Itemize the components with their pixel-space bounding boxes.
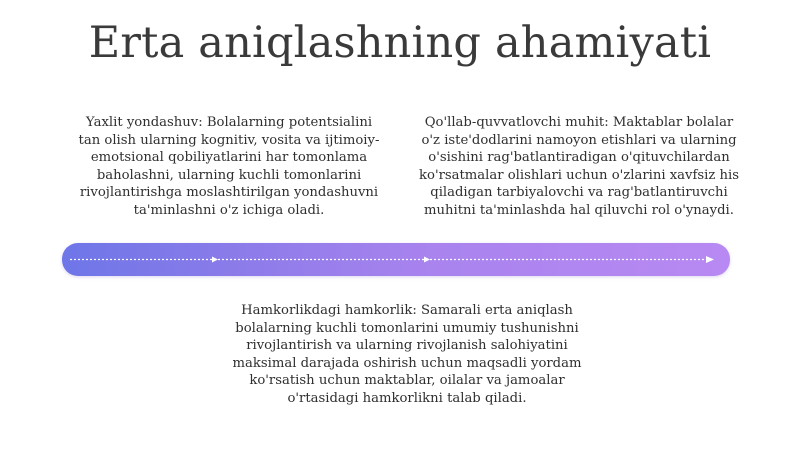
- arrow-head-2: [424, 257, 430, 263]
- text-block-collaboration: Hamkorlikdagi hamkorlik: Samarali erta aniqlash bolalarning kuchli tomonlarini umumiy tushunishni rivojlantirish va ularning rivojlanish salohiyatini maksimal darajada oshirish uchun maqsadli yordam ko'rsatish uchun maktablar, oilalar va jamoalar o'rtasidagi hamkorlikni talab qiladi.: [232, 303, 582, 406]
- arrow-head-3: [706, 256, 714, 263]
- timeline-arrows: [62, 243, 730, 276]
- arrow-head-1: [212, 257, 218, 263]
- text-block-holistic-approach: Yaxlit yondashuv: Bolalarning potentsialini tan olish ularning kognitiv, vosita va ijtimoiy-emotsional qobiliyatlarini har tomonlama baholashni, ularning kuchli tomonlarini rivojlantirishga moslashtirilgan yondashuvni ta'minlashni o'z ichiga oladi.: [78, 115, 380, 218]
- timeline-bar: [62, 243, 730, 276]
- text-block-supportive-environment: Qo'llab-quvvatlovchi muhit: Maktablar bolalar o'z iste'dodlarini namoyon etishlari va ularning o'sishini rag'batlantiradigan o'qituvchilardan ko'rsatmalar olishlari uchun o'zlarini xavfsiz his qiladigan tarbiyalovchi va rag'batlantiruvchi muhitni ta'minlashda hal qiluvchi rol o'ynaydi.: [419, 115, 739, 218]
- slide-title: Erta aniqlashning ahamiyati: [88, 18, 712, 68]
